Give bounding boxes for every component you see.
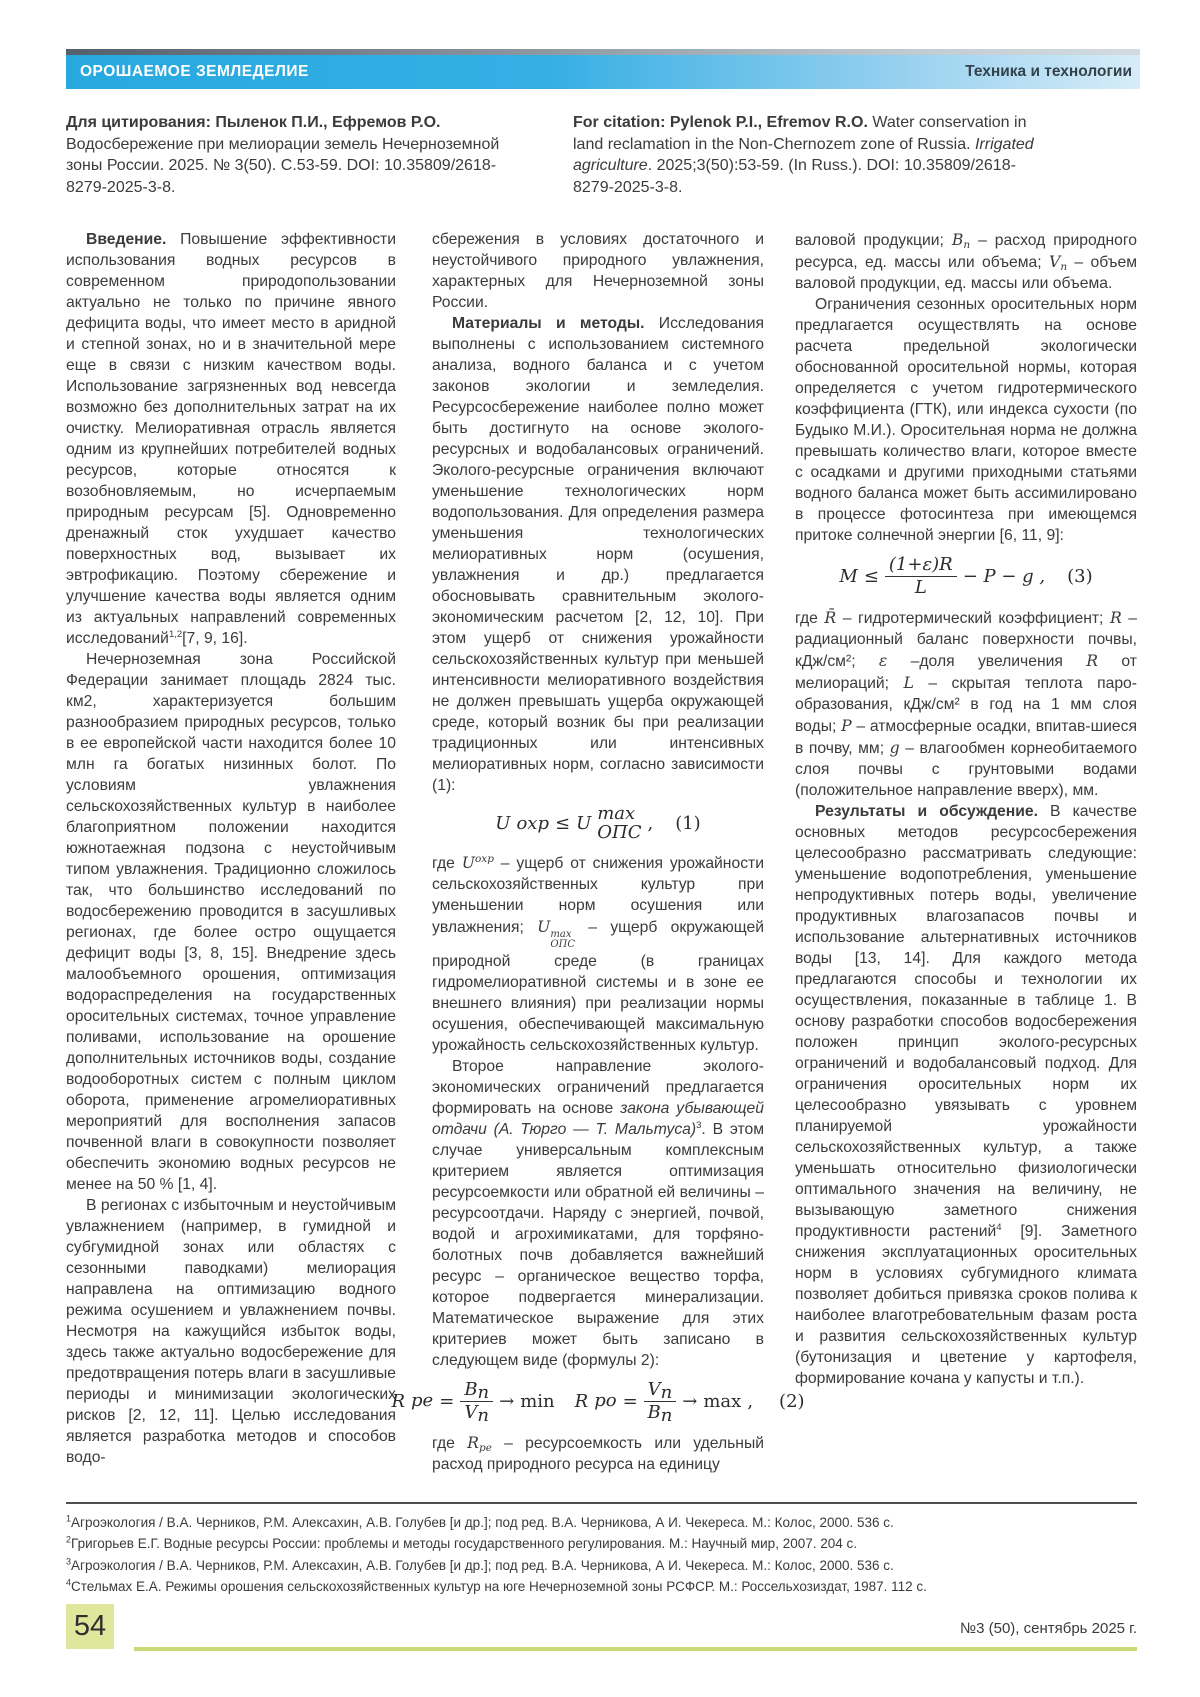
math-subscript: п	[660, 1381, 673, 1403]
math-symbol: P	[841, 716, 852, 736]
math-subscript: п	[660, 1404, 673, 1426]
section-heading-materials: Материалы и методы.	[452, 315, 645, 332]
math-supsub	[597, 805, 641, 843]
paragraph-results-discussion	[795, 801, 1137, 1389]
footnote-number: 3	[66, 1556, 72, 1567]
paragraph-formula1-legend	[432, 852, 764, 1056]
footnote-divider	[66, 1502, 1137, 1504]
math-symbol: L	[903, 673, 914, 693]
text-run: где	[432, 854, 462, 872]
footnote-text: Григорьев Е.Г. Водные ресурсы России: проблемы и методы государственного регулирования. М.: Научный мир, 2007. 204 с.	[71, 1536, 858, 1552]
footnote-number: 1	[66, 1513, 72, 1524]
math-subscript: ре	[478, 1442, 492, 1455]
citation-ru-text: Водосбережение при мелиорации земель Нечерноземной зоны России. 2025. № 3(50). С.53-59. DOI: 10.35809/2618-8279-2025-3-8.	[66, 135, 500, 196]
text-run: – объем валовой продукции, ед. массы или объема.	[795, 254, 1137, 292]
text-run: от мелиораций;	[795, 653, 1137, 693]
section-heading-results: Результаты и обсуждение.	[815, 803, 1038, 821]
relation-symbol: ≤	[863, 566, 879, 588]
math-symbol: R̄	[824, 608, 837, 628]
math-symbol: U	[537, 916, 551, 936]
paragraph-materials-methods	[432, 313, 764, 796]
fraction-numerator: (1+ε)R	[885, 555, 957, 577]
fraction	[460, 1378, 493, 1426]
math-subscript: п	[963, 239, 971, 251]
section-label: Техника и технологии	[965, 63, 1132, 80]
text-run: – ресурсоемкость или удельный расход природного ресурса на единицу	[432, 1435, 764, 1474]
footnote-number: 4	[66, 1577, 72, 1588]
text-run: – гидротермический коэффициент;	[836, 610, 1110, 628]
citation-en-journal-italic: Irrigated agriculture	[573, 135, 1034, 174]
text-run: . В этом случае универсальным комплексным критерием является оптимизация ресурсоемкости или обратной ей величины – ресурсоотдачи. Наряду с энергией, почвой, водой и агрохимикатами, для торфяно-болотных почв добавляется важнейший ресурс – органическое вещество торфа, которое подвергается минерализации. Математическое выражение для этих критериев может быть записано в следующем виде (формулы 2):	[432, 1120, 764, 1369]
math-symbol: U	[461, 852, 475, 872]
paragraph-continuation: сбережения в условиях достаточного и неустойчивого природного увлажнения, характерных для Нечерноземной зоны России.	[432, 231, 764, 311]
text-run: –доля увеличения	[887, 653, 1087, 671]
math-symbol: V	[647, 1378, 661, 1400]
paragraph-introduction	[66, 229, 396, 649]
footnote-text: Агроэкология / В.А. Черников, Р.М. Алексахин, А.В. Голубев [и др.]; под ред. В.А. Черникова, А И. Чекереса. М.: Колос, 2000. 536 с.	[71, 1557, 894, 1573]
footnote-ref: 4	[996, 1222, 1002, 1234]
paragraph-formula2-legend	[432, 1432, 764, 1475]
math-supsub	[550, 930, 575, 951]
math-symbol: R	[1109, 608, 1122, 628]
footnote-3	[66, 1555, 1137, 1576]
page-number: 54	[73, 1610, 107, 1642]
footnote-text: Стельмах Е.А. Режимы орошения сельскохозяйственных культур на юге Нечерноземной зоны РСФСР. М.: Россельхозиздат, 1987. 112 с.	[71, 1578, 927, 1594]
operator-min: min	[520, 1390, 555, 1412]
math-subscript: ОПС	[597, 821, 642, 843]
equals-sign: =	[622, 1390, 638, 1412]
formula-3	[795, 555, 1137, 598]
arrow-symbol: →	[499, 1390, 515, 1412]
footnotes-block	[66, 1512, 1137, 1597]
citation-en	[573, 112, 1053, 198]
citation-en-lead: For citation: Pylenok P.I., Efremov R.O.	[573, 114, 868, 131]
text-run: – ущерб окружающей природной среде (в границах гидромелиоративной системы и в зоне ее внешнего влияния) при реализации нормы осушения, обеспечивающей максимальную урожайность сельскохозяйственных культур.	[432, 918, 764, 1054]
text-run: – радиационный баланс поверхности почвы, кДж/см²;	[795, 610, 1137, 671]
formula-3-body	[839, 555, 1045, 598]
equals-sign: =	[439, 1390, 455, 1412]
math-symbol: R	[574, 1390, 589, 1412]
footnote-1	[66, 1512, 1137, 1533]
math-subscript: п	[477, 1381, 490, 1403]
footnote-4	[66, 1576, 1137, 1597]
fraction-denominator	[464, 1401, 490, 1426]
math-subscript: п	[477, 1404, 490, 1426]
issue-info: №3 (50), сентябрь 2025 г.	[960, 1620, 1137, 1637]
journal-header-bar	[66, 55, 1140, 89]
journal-name: ОРОШАЕМОЕ ЗЕМЛЕДЕЛИЕ	[80, 63, 309, 80]
text-run: где	[432, 1435, 468, 1453]
punctuation: ,	[647, 813, 654, 835]
formula-number: (3)	[1067, 566, 1093, 588]
text-run: – скрытая теплота паро-образования, кДж/см² в год на 1 мм слоя воды;	[795, 675, 1137, 736]
footnote-number: 2	[66, 1534, 72, 1545]
math-superscript: охр	[474, 852, 494, 865]
math-subscript: п	[1060, 261, 1068, 273]
text-run: Повышение эффективности использования водных ресурсов в современном природопользовании актуально не только по причине явного дефицита воды, что имеет место в аридной и степной зонах, но и в значительной мере еще в связи с низким качеством воды. Использование загрязненных вод невсегда возможно без дополнительных затрат на их очистку. Мелиоративная отрасль является одним из крупнейших потребителей водных ресурсов, которые относятся к возобновляемым, но исчерпаемым природным ресурсам [5]. Одновременно дренажный сток ухудшает качество поверхностных вод, вызывает их эвтрофикацию. Поэтому сбережение и улучшение качества воды является одним из актуальных направлений современных исследований	[66, 231, 396, 647]
footer-rule	[134, 1647, 1137, 1651]
paragraph-continuation	[795, 229, 1137, 294]
math-symbol: V	[1048, 252, 1061, 271]
text-run: – расход природного ресурса, ед. массы или объема;	[795, 232, 1137, 271]
math-symbol: R	[467, 1433, 479, 1453]
formula-number: (2)	[779, 1390, 805, 1412]
fraction	[644, 1378, 677, 1426]
footnote-text: Агроэкология / В.А. Черников, Р.М. Алексахин, А.В. Голубев [и др.]; под ред. В.А. Черникова, А И. Чекереса. М.: Колос, 2000. 536 с.	[71, 1515, 894, 1530]
math-symbol: B	[647, 1401, 661, 1423]
math-symbol: R	[391, 1390, 406, 1412]
math-symbol: ε	[878, 651, 888, 671]
text-run: Исследования выполнены с использованием системного анализа, водного баланса и с учетом законов экологии и земледелия. Ресурсосбережение наиболее полно может быть достигнуто на основе эколого-ресурсных и водобалансовых ограничений. Эколого-ресурсные ограничения включают уменьшение технологических норм водопользования. Для определения размера уменьшения технологических мелиоративных норм (осушения, увлажнения и др.) предлагается обосновывать сравнительным эколого-экономическим расчетом [2, 12, 10]. При этом ущерб от снижения урожайности сельскохозяйственных культур при меньшей интенсивности мелиоративного воздействия не должен превышать ущерба окружающей среде, который возник бы при реализации традиционных или интенсивных мелиоративных норм, согласно зависимости (1):	[432, 315, 764, 794]
math-symbol: B	[951, 230, 964, 249]
operator-max: max	[703, 1390, 742, 1412]
formula-1	[432, 805, 764, 843]
text-run: – ущерб от снижения урожайности сельскохозяйственных культур при уменьшении норм осушения или увлажнения;	[432, 854, 764, 936]
math-symbol: M	[839, 566, 858, 588]
article-column-1	[66, 229, 396, 1468]
text-run: – атмосферные осадки, впитав-шиеся в почву, мм;	[795, 718, 1138, 758]
fraction-denominator: L	[914, 577, 927, 599]
formula-2	[391, 1378, 805, 1426]
paragraph: В регионах с избыточным и неустойчивым увлажнением (например, в гумидной и субгумидной зонах или областях с сезонными паводками) мелиорация направлена на оптимизацию водного режима осушением и увлажнением почвы. Несмотря на кажущийся избыток воды, здесь также актуально водосбережение для предотвращения потерь влаги в засушливые периоды и минимизации экологических рисков [2, 12, 11]. Целью исследования является разработка методов и способов водо-	[66, 1197, 396, 1466]
math-superscript: max	[550, 928, 572, 940]
section-heading-introduction: Введение.	[86, 231, 167, 248]
fraction	[885, 555, 957, 598]
math-superscript: max	[597, 803, 636, 824]
formula-1-body: U охр ≤ U max ОПС ,	[495, 803, 654, 843]
citation-ru	[66, 112, 536, 198]
law-name-italic: закона убывающей отдачи (А. Тюрго — Т. Мальтуса)	[432, 1099, 764, 1138]
math-symbol: g	[889, 738, 900, 758]
fraction-denominator	[647, 1401, 673, 1426]
paragraph	[432, 1056, 764, 1371]
math-expression: − P − g ,	[962, 566, 1046, 588]
arrow-symbol: →	[682, 1390, 698, 1412]
footnote-ref: 3	[696, 1119, 702, 1131]
paragraph-formula3-legend	[795, 607, 1137, 801]
math-subscript: ОПС	[550, 939, 575, 951]
citation-en-text: Water conservation in land reclamation in the Non-Chernozem zone of Russia.	[573, 114, 1027, 153]
paragraph: Нечерноземная зона Российской Федерации занимает площадь 2824 тыс. км2, характеризуется большим разнообразием природных ресурсов, только в ее европейской части находится более 10 млн га богатых низинных болот. По условиям увлажнения сельскохозяйственных культур в наиболее благоприятном положении находится южнотаежная подзона с неустойчивым типом увлажнения. Традиционно сложилось так, что большинство исследований по водосбережению проводится в засушливых регионах, где более остро ощущается дефицит воды [3, 8, 15]. Внедрение здесь малообъемного орошения, оптимизация водораспределения на государственных оросительных системах, точное управление поливами, использование на орошение дополнительных источников воды, создание водооборотных систем с полным циклом оборота, применение агромелиоративных мероприятий для восполнения запасов почвенной влаги в совокупности позволяет обеспечить экономию водных ресурсов не менее на 50 % [1, 4].	[66, 651, 396, 1193]
text-run: [7, 9, 16].	[182, 630, 248, 647]
paragraph: Ограничения сезонных оросительных норм предлагается осуществлять на основе расчета предельной экологически обоснованной оросительной нормы, которая определяется с учетом гидротермического коэффициента (ГТК), или индекса сухости (по Будыко М.И.). Оросительная норма не должна превышать количество влаги, которое вместе с осадками и другими приходными статьями водного баланса может быть ассимилировано в процессе фотосинтеза при имеющемся притоке солнечной энергии [6, 11, 9]:	[795, 296, 1137, 544]
text-run: [9]. Заметного снижения эксплуатационных оросительных норм в условиях субгумидного климата позволяет добиться привязка сроков полива к наиболее влаготребовательным фазам роста и развития сельскохозяйственных культур (бутонизация и цветение у картофеля, формирование кочана у капусты и т.п.).	[795, 1223, 1137, 1388]
fraction-numerator	[644, 1380, 677, 1402]
article-column-3	[795, 229, 1137, 1389]
math-symbol: U	[576, 813, 592, 835]
math-symbol: U	[495, 813, 511, 835]
math-symbol: B	[464, 1378, 478, 1400]
formula-number: (1)	[675, 813, 701, 835]
text-run: В качестве основных методов ресурсосбережения целесообразно рассматривать следующие: уменьшение водопотребления, уменьшение непродуктивных потерь воды, увеличение продуктивных влагозапасов почвы и использование альтернативных источников воды [13, 14]. Для каждого метода предлагаются способы и технологии их осуществления, показанные в таблице 1. В основу разработки способов водосбережения положен принцип эколого-ресурсных ограничений и водобалансовый подход. Для ограничения оросительных норм их целесообразно увязывать с уровнем планируемой урожайности сельскохозяйственных культур, а также уменьшать относительно физиологически оптимального значения на величину, не вызывающую заметного снижения продуктивности растений	[795, 803, 1137, 1241]
punctuation: ,	[747, 1390, 754, 1412]
text-run: Второе направление эколого-экономических ограничений предлагается формировать на основе	[432, 1057, 764, 1117]
article-column-2	[391, 229, 805, 1475]
text-run: где	[795, 610, 825, 628]
relation-symbol: ≤	[554, 813, 571, 835]
formula-2-right: R ро = $\frac{Vп}{Bп}$ → max ,	[574, 1378, 754, 1426]
fraction-numerator	[460, 1380, 493, 1402]
math-symbol: R	[1086, 651, 1099, 671]
footnote-ref: 1,2	[168, 628, 183, 640]
math-symbol: V	[464, 1401, 478, 1423]
footnote-2	[66, 1533, 1137, 1554]
text-run: – влагообмен корнеобитаемого слоя почвы с грунтовыми водами (положительное направление вверх), мм.	[795, 740, 1137, 800]
text-run: валовой продукции;	[795, 232, 952, 249]
formula-2-left: R ре = $\frac{Bп}{Vп}$ → min	[391, 1378, 555, 1426]
citation-en-text-tail: . 2025;3(50):53-59. (In Russ.). DOI: 10.35809/2618-8279-2025-3-8.	[573, 157, 1016, 196]
citation-ru-lead: Для цитирования: Пыленок П.И., Ефремов Р.О.	[66, 114, 441, 131]
